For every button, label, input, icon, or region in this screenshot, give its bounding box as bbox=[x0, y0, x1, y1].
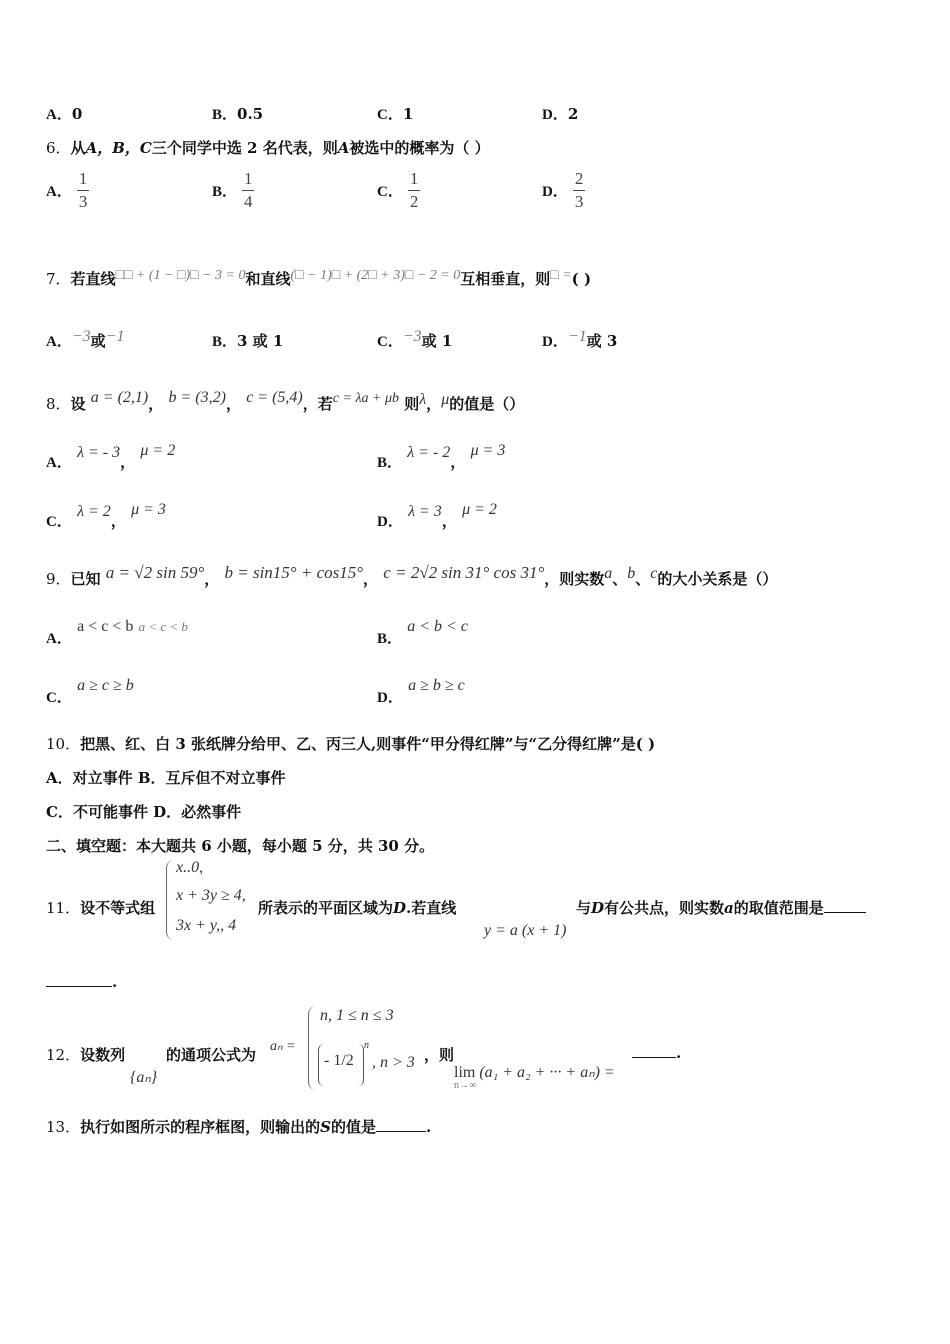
option-math-extra: a < c < b bbox=[138, 619, 188, 634]
stem-text: 把黑、红、白 3 张纸牌分给甲、乙、丙三人,则事件“甲分得红牌”与“乙分得红牌”是( ) bbox=[80, 735, 656, 753]
var-s: S bbox=[320, 1118, 331, 1136]
separator: ， bbox=[120, 453, 136, 471]
var-c: c bbox=[650, 565, 658, 582]
stem-text: 设不等式组 bbox=[80, 899, 156, 917]
q5-option-a bbox=[46, 103, 82, 124]
q5-option-c bbox=[377, 103, 413, 124]
denominator: 2 bbox=[409, 191, 419, 211]
q9-option-d bbox=[377, 677, 465, 707]
q9-option-c bbox=[46, 677, 134, 707]
stem-text: 三个同学中选 2 名代表，则 bbox=[151, 139, 338, 157]
punctuation: . bbox=[112, 973, 118, 991]
q10-options-row1: A．对立事件 B．互斥但不对立事件 bbox=[46, 769, 286, 787]
answer-blank[interactable] bbox=[824, 911, 866, 913]
q7-option-b bbox=[212, 330, 283, 351]
q7-option-d bbox=[542, 330, 617, 351]
separator: ， bbox=[450, 453, 466, 471]
stem-text: 已知 bbox=[70, 570, 101, 588]
stem-text: 所表示的平面区域为 bbox=[258, 899, 394, 917]
option-label: C． bbox=[377, 183, 403, 200]
q10-options-row2: C．不可能事件 D．必然事件 bbox=[46, 803, 242, 821]
section-heading: 二、填空题：本大题共 6 小题，每小题 5 分，共 30 分。 bbox=[46, 837, 435, 855]
answer-blank[interactable] bbox=[376, 1130, 426, 1132]
vector-a: a = (2,1) bbox=[90, 389, 149, 406]
limit-expression bbox=[454, 1062, 615, 1082]
q6-option-b bbox=[212, 170, 254, 211]
answer-paren: ( ) bbox=[571, 270, 592, 288]
option-label: B． bbox=[212, 107, 238, 123]
q11-stem-pre bbox=[46, 897, 155, 918]
q12-stem-pre bbox=[46, 1044, 125, 1065]
separator: 、 bbox=[635, 570, 651, 588]
separator: ， bbox=[110, 512, 126, 530]
option-label: A． bbox=[46, 631, 72, 647]
option-label: D． bbox=[542, 334, 568, 350]
stem-text: 从 bbox=[70, 139, 86, 157]
option-math: a < c < b bbox=[77, 618, 134, 635]
case-1: n, 1 ≤ n ≤ 3 bbox=[320, 1007, 394, 1024]
option-label: B． bbox=[212, 183, 238, 200]
q8-option-b bbox=[377, 442, 506, 472]
denominator: 4 bbox=[244, 191, 253, 211]
fraction bbox=[77, 170, 89, 211]
separator: ， bbox=[441, 512, 457, 530]
option-label: D． bbox=[542, 183, 568, 200]
option-lambda: λ = 2 bbox=[77, 503, 111, 520]
stem-text: 的取值范围是 bbox=[733, 899, 824, 917]
q7-option-c bbox=[377, 330, 452, 351]
fraction bbox=[242, 170, 254, 211]
separator: ， bbox=[363, 570, 379, 588]
lim-operator: lim bbox=[454, 1064, 476, 1081]
option-label: C． bbox=[46, 514, 72, 530]
question-number: 8． bbox=[46, 395, 71, 413]
stem-text: 互相垂直，则 bbox=[460, 270, 551, 288]
option-math: a ≥ b ≥ c bbox=[408, 677, 465, 694]
option-math: −1 bbox=[567, 328, 587, 345]
separator: ， bbox=[426, 395, 442, 413]
option-math: −3 bbox=[71, 328, 91, 345]
stem-text: 的通项公式为 bbox=[166, 1046, 257, 1064]
q5-option-b bbox=[212, 103, 263, 124]
option-label: D． bbox=[377, 690, 403, 706]
option-value: 1 bbox=[402, 105, 414, 123]
region-d: D bbox=[393, 899, 407, 917]
vector-b: b = (3,2) bbox=[168, 389, 226, 406]
q8-option-d bbox=[377, 501, 497, 531]
stem-text: 的值是 bbox=[330, 1118, 376, 1136]
stem-text: 有公共点，则实数 bbox=[604, 899, 725, 917]
stem-var: A bbox=[337, 139, 350, 157]
numerator: 2 bbox=[574, 169, 584, 188]
var-lambda: λ bbox=[419, 391, 427, 408]
case-2-condition: , n > 3 bbox=[372, 1054, 415, 1071]
q6-option-d bbox=[542, 170, 585, 211]
q8-option-a bbox=[46, 442, 176, 472]
option-label: C． bbox=[377, 107, 403, 123]
separator: 、 bbox=[612, 570, 628, 588]
option-label: B． bbox=[377, 455, 403, 471]
left-brace bbox=[308, 1006, 317, 1090]
q12-piecewise bbox=[306, 1004, 426, 1092]
option-math: a < b < c bbox=[407, 618, 468, 635]
option-lambda: λ = - 2 bbox=[407, 444, 451, 461]
numerator: 1 bbox=[244, 169, 253, 188]
stem-var: □ = bbox=[550, 268, 572, 283]
numerator: 1 bbox=[409, 169, 419, 188]
stem-text: ，若 bbox=[302, 395, 333, 413]
expr-a: a = √2 sin 59° bbox=[105, 563, 205, 582]
an-definition: aₙ = bbox=[270, 1039, 296, 1054]
sequence-symbol: {aₙ} bbox=[130, 1069, 158, 1086]
q5-option-d bbox=[542, 103, 578, 124]
stem-text: .若直线 bbox=[406, 899, 457, 917]
option-text: 或 bbox=[90, 332, 106, 350]
separator: ， bbox=[148, 395, 164, 413]
option-math: −3 bbox=[402, 328, 422, 345]
left-brace bbox=[166, 860, 175, 940]
denominator: 3 bbox=[78, 191, 88, 211]
case-2-paren bbox=[318, 1044, 364, 1086]
option-text: 3 或 1 bbox=[237, 332, 284, 350]
option-label: A． bbox=[46, 334, 72, 350]
stem-text: 和直线 bbox=[245, 270, 291, 288]
option-mu: μ = 3 bbox=[470, 442, 506, 459]
inequality-1: x..0, bbox=[176, 859, 204, 876]
q8-stem bbox=[46, 389, 525, 414]
punctuation: . bbox=[425, 1118, 432, 1136]
q11-inequality-system bbox=[164, 857, 254, 945]
vector-c: c = (5,4) bbox=[246, 389, 303, 406]
question-number: 11． bbox=[46, 899, 81, 917]
denominator: 3 bbox=[574, 191, 584, 211]
stem-text: 与 bbox=[576, 899, 592, 917]
q11-stem-mid bbox=[258, 897, 456, 918]
line-equation-2: (□ − 1)□ + (2□ + 3)□ − 2 = 0 bbox=[290, 268, 461, 283]
stem-text: 则 bbox=[404, 395, 420, 413]
option-label: B． bbox=[212, 334, 238, 350]
option-label: C． bbox=[377, 334, 403, 350]
question-number: 12． bbox=[46, 1046, 81, 1064]
answer-blank[interactable] bbox=[46, 985, 112, 987]
option-label: A． bbox=[46, 183, 72, 200]
line-equation-1: □□ + (1 − □)□ − 3 = 0 bbox=[115, 268, 246, 283]
stem-text: 执行如图所示的程序框图，则输出的 bbox=[80, 1118, 321, 1136]
punctuation: . bbox=[676, 1044, 682, 1062]
line-equation: y = a (x + 1) bbox=[484, 922, 567, 939]
var-b: b bbox=[627, 565, 636, 582]
stem-text: 若直线 bbox=[70, 270, 116, 288]
stem-text: 设 bbox=[70, 395, 86, 413]
q6-option-c bbox=[377, 170, 420, 211]
var-a: a bbox=[724, 899, 734, 917]
stem-vars: A，B，C bbox=[85, 139, 152, 157]
stem-text: 设数列 bbox=[80, 1046, 126, 1064]
question-number: 6． bbox=[46, 139, 71, 157]
separator: ， bbox=[204, 570, 220, 588]
separator: ， bbox=[225, 395, 241, 413]
option-math: a ≥ c ≥ b bbox=[77, 677, 134, 694]
stem-text: ，则 bbox=[424, 1046, 455, 1064]
option-text: 或 3 bbox=[586, 332, 618, 350]
option-mu: μ = 3 bbox=[131, 501, 166, 518]
inequality-3: 3x + y,, 4 bbox=[176, 917, 237, 934]
q8-option-c bbox=[46, 501, 166, 531]
option-label: D． bbox=[542, 107, 568, 123]
option-mu: μ = 2 bbox=[462, 501, 497, 518]
option-value: 0.5 bbox=[237, 105, 264, 123]
question-number: 13． bbox=[46, 1118, 81, 1136]
q9-option-b bbox=[377, 618, 468, 648]
stem-text: 被选中的概率为（ ） bbox=[349, 139, 490, 157]
option-label: D． bbox=[377, 514, 403, 530]
var-a: a bbox=[604, 565, 613, 582]
stem-text: 的值是（） bbox=[449, 395, 525, 413]
q9-option-a bbox=[46, 618, 188, 648]
fraction bbox=[408, 170, 420, 211]
q11-blank-continued bbox=[46, 973, 117, 991]
region-d: D bbox=[591, 899, 605, 917]
option-label: B． bbox=[377, 631, 403, 647]
option-value: 0 bbox=[71, 105, 83, 123]
q11-stem-post bbox=[576, 897, 866, 918]
vector-equation: c = λa + μb bbox=[332, 391, 399, 406]
q13-stem bbox=[46, 1116, 431, 1137]
var-mu: μ bbox=[441, 391, 450, 408]
answer-blank[interactable] bbox=[632, 1056, 676, 1058]
option-math: −1 bbox=[105, 328, 125, 345]
option-text: 或 1 bbox=[421, 332, 453, 350]
q10-stem bbox=[46, 733, 655, 754]
option-value: 2 bbox=[567, 105, 579, 123]
option-lambda: λ = - 3 bbox=[77, 444, 121, 461]
option-mu: μ = 2 bbox=[140, 442, 176, 459]
expr-b: b = sin15° + cos15° bbox=[224, 563, 364, 582]
stem-text: 的大小关系是（） bbox=[657, 570, 778, 588]
case-2-base: - 1/2 bbox=[324, 1052, 354, 1069]
numerator: 1 bbox=[78, 169, 88, 188]
question-number: 10． bbox=[46, 735, 81, 753]
q6-stem bbox=[46, 137, 490, 158]
q12-blank bbox=[632, 1044, 681, 1062]
case-2-exponent: n bbox=[364, 1040, 369, 1051]
option-label: C． bbox=[46, 690, 72, 706]
fraction bbox=[573, 170, 585, 211]
option-lambda: λ = 3 bbox=[408, 503, 442, 520]
option-label: A． bbox=[46, 455, 72, 471]
q9-stem bbox=[46, 563, 778, 589]
question-number: 7． bbox=[46, 270, 71, 288]
q7-option-a bbox=[46, 330, 124, 351]
expr-c: c = 2√2 sin 31° cos 31° bbox=[383, 563, 545, 582]
stem-text: ，则实数 bbox=[544, 570, 605, 588]
option-label: A． bbox=[46, 107, 72, 123]
sum-expression: (a₁ + a₂ + ··· + aₙ) = bbox=[479, 1064, 615, 1081]
q6-option-a bbox=[46, 170, 89, 211]
question-number: 9． bbox=[46, 570, 71, 588]
inequality-2: x + 3y ≥ 4, bbox=[176, 887, 246, 904]
lim-subscript: n→∞ bbox=[454, 1080, 477, 1091]
q7-stem bbox=[46, 268, 591, 289]
